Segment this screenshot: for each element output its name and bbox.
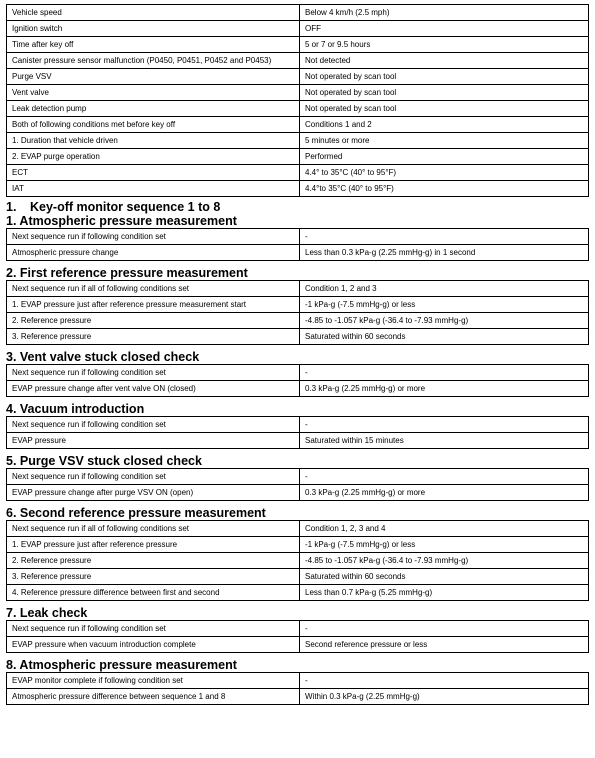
value-cell: Conditions 1 and 2 [300, 117, 589, 133]
section-title: 4. Vacuum introduction [6, 402, 145, 416]
condition-cell: Next sequence run if following condition set [7, 621, 300, 637]
condition-cell: 3. Reference pressure [7, 329, 300, 345]
value-cell: -4.85 to -1.057 kPa-g (-36.4 to -7.93 mmHg-g) [300, 313, 589, 329]
value-cell: - [300, 673, 589, 689]
table-row [7, 5, 589, 21]
value-cell: Not operated by scan tool [300, 85, 589, 101]
condition-cell: Next sequence run if following condition set [7, 417, 300, 433]
condition-cell: Time after key off [7, 37, 300, 53]
table-row [7, 101, 589, 117]
sequence-heading-title: Key-off monitor sequence 1 to 8 [30, 200, 221, 214]
value-cell: 5 minutes or more [300, 133, 589, 149]
sections [6, 214, 589, 705]
value-cell: OFF [300, 21, 589, 37]
table-row [7, 417, 589, 433]
section-title: 6. Second reference pressure measurement [6, 506, 266, 520]
condition-cell: EVAP monitor complete if following condition set [7, 673, 300, 689]
table-row [7, 297, 589, 313]
section [6, 606, 589, 653]
table-row [7, 165, 589, 181]
table-row [7, 37, 589, 53]
value-cell: 0.3 kPa-g (2.25 mmHg-g) or more [300, 381, 589, 397]
table-row [7, 85, 589, 101]
condition-cell: Vehicle speed [7, 5, 300, 21]
section-title: 8. Atmospheric pressure measurement [6, 658, 237, 672]
value-cell: Saturated within 60 seconds [300, 569, 589, 585]
table-row [7, 21, 589, 37]
section [6, 266, 589, 345]
value-cell: -1 kPa-g (-7.5 mmHg-g) or less [300, 537, 589, 553]
value-cell: - [300, 229, 589, 245]
condition-cell: Both of following conditions met before key off [7, 117, 300, 133]
condition-cell: EVAP pressure when vacuum introduction complete [7, 637, 300, 653]
table-row [7, 537, 589, 553]
table-row [7, 229, 589, 245]
section [6, 402, 589, 449]
section-title: 7. Leak check [6, 606, 88, 620]
condition-cell: Leak detection pump [7, 101, 300, 117]
section-table [6, 672, 589, 705]
condition-cell: Next sequence run if following condition set [7, 365, 300, 381]
table-row [7, 313, 589, 329]
value-cell: Less than 0.3 kPa-g (2.25 mmHg-g) in 1 second [300, 245, 589, 261]
table-row [7, 585, 589, 601]
value-cell: - [300, 469, 589, 485]
value-cell: Not detected [300, 53, 589, 69]
value-cell: 4.4°to 35°C (40° to 95°F) [300, 181, 589, 197]
condition-cell: EVAP pressure change after purge VSV ON (open) [7, 485, 300, 501]
section-table [6, 228, 589, 261]
value-cell: Below 4 km/h (2.5 mph) [300, 5, 589, 21]
value-cell: - [300, 365, 589, 381]
section-table [6, 280, 589, 345]
conditions-table [6, 4, 589, 197]
table-row [7, 381, 589, 397]
section-title: 1. Atmospheric pressure measurement [6, 214, 237, 228]
value-cell: Condition 1, 2 and 3 [300, 281, 589, 297]
condition-cell: 1. Duration that vehicle driven [7, 133, 300, 149]
table-row [7, 569, 589, 585]
condition-cell: 2. EVAP purge operation [7, 149, 300, 165]
table-row [7, 149, 589, 165]
section-table [6, 416, 589, 449]
value-cell: - [300, 417, 589, 433]
condition-cell: Atmospheric pressure change [7, 245, 300, 261]
value-cell: 4.4° to 35°C (40° to 95°F) [300, 165, 589, 181]
table-row [7, 53, 589, 69]
condition-cell: ECT [7, 165, 300, 181]
condition-cell: Next sequence run if all of following conditions set [7, 521, 300, 537]
section-table [6, 468, 589, 501]
section [6, 658, 589, 705]
value-cell: -4.85 to -1.057 kPa-g (-36.4 to -7.93 mmHg-g) [300, 553, 589, 569]
table-row [7, 553, 589, 569]
table-row [7, 117, 589, 133]
table-row [7, 521, 589, 537]
section-title: 5. Purge VSV stuck closed check [6, 454, 202, 468]
table-row [7, 329, 589, 345]
section-table [6, 520, 589, 601]
table-row [7, 245, 589, 261]
table-row [7, 69, 589, 85]
value-cell: Performed [300, 149, 589, 165]
value-cell: Within 0.3 kPa-g (2.25 mmHg-g) [300, 689, 589, 705]
condition-cell: Purge VSV [7, 69, 300, 85]
condition-cell: Ignition switch [7, 21, 300, 37]
table-row [7, 673, 589, 689]
sequence-heading-number: 1. [6, 200, 17, 214]
condition-cell: Vent valve [7, 85, 300, 101]
table-row [7, 281, 589, 297]
table-row [7, 433, 589, 449]
value-cell: Saturated within 60 seconds [300, 329, 589, 345]
table-row [7, 181, 589, 197]
condition-cell: Next sequence run if following condition set [7, 469, 300, 485]
value-cell: Not operated by scan tool [300, 101, 589, 117]
table-row [7, 637, 589, 653]
condition-cell: Next sequence run if following condition set [7, 229, 300, 245]
table-row [7, 485, 589, 501]
condition-cell: Next sequence run if all of following conditions set [7, 281, 300, 297]
condition-cell: 4. Reference pressure difference between first and second [7, 585, 300, 601]
section [6, 214, 589, 261]
document [6, 4, 589, 705]
value-cell: Less than 0.7 kPa-g (5.25 mmHg-g) [300, 585, 589, 601]
condition-cell: 1. EVAP pressure just after reference pressure measurement start [7, 297, 300, 313]
condition-cell: 1. EVAP pressure just after reference pressure [7, 537, 300, 553]
section [6, 350, 589, 397]
condition-cell: EVAP pressure [7, 433, 300, 449]
condition-cell: Canister pressure sensor malfunction (P0450, P0451, P0452 and P0453) [7, 53, 300, 69]
sequence-heading [6, 200, 589, 214]
condition-cell: IAT [7, 181, 300, 197]
section-table [6, 364, 589, 397]
section [6, 454, 589, 501]
section-title: 3. Vent valve stuck closed check [6, 350, 200, 364]
condition-cell: EVAP pressure change after vent valve ON (closed) [7, 381, 300, 397]
value-cell: Not operated by scan tool [300, 69, 589, 85]
table-row [7, 365, 589, 381]
condition-cell: 2. Reference pressure [7, 553, 300, 569]
value-cell: Saturated within 15 minutes [300, 433, 589, 449]
section-title: 2. First reference pressure measurement [6, 266, 248, 280]
value-cell: -1 kPa-g (-7.5 mmHg-g) or less [300, 297, 589, 313]
condition-cell: 2. Reference pressure [7, 313, 300, 329]
value-cell: Condition 1, 2, 3 and 4 [300, 521, 589, 537]
condition-cell: Atmospheric pressure difference between sequence 1 and 8 [7, 689, 300, 705]
section [6, 506, 589, 601]
table-row [7, 133, 589, 149]
value-cell: 5 or 7 or 9.5 hours [300, 37, 589, 53]
table-row [7, 469, 589, 485]
table-row [7, 621, 589, 637]
table-row [7, 689, 589, 705]
section-table [6, 620, 589, 653]
value-cell: Second reference pressure or less [300, 637, 589, 653]
value-cell: - [300, 621, 589, 637]
value-cell: 0.3 kPa-g (2.25 mmHg-g) or more [300, 485, 589, 501]
condition-cell: 3. Reference pressure [7, 569, 300, 585]
